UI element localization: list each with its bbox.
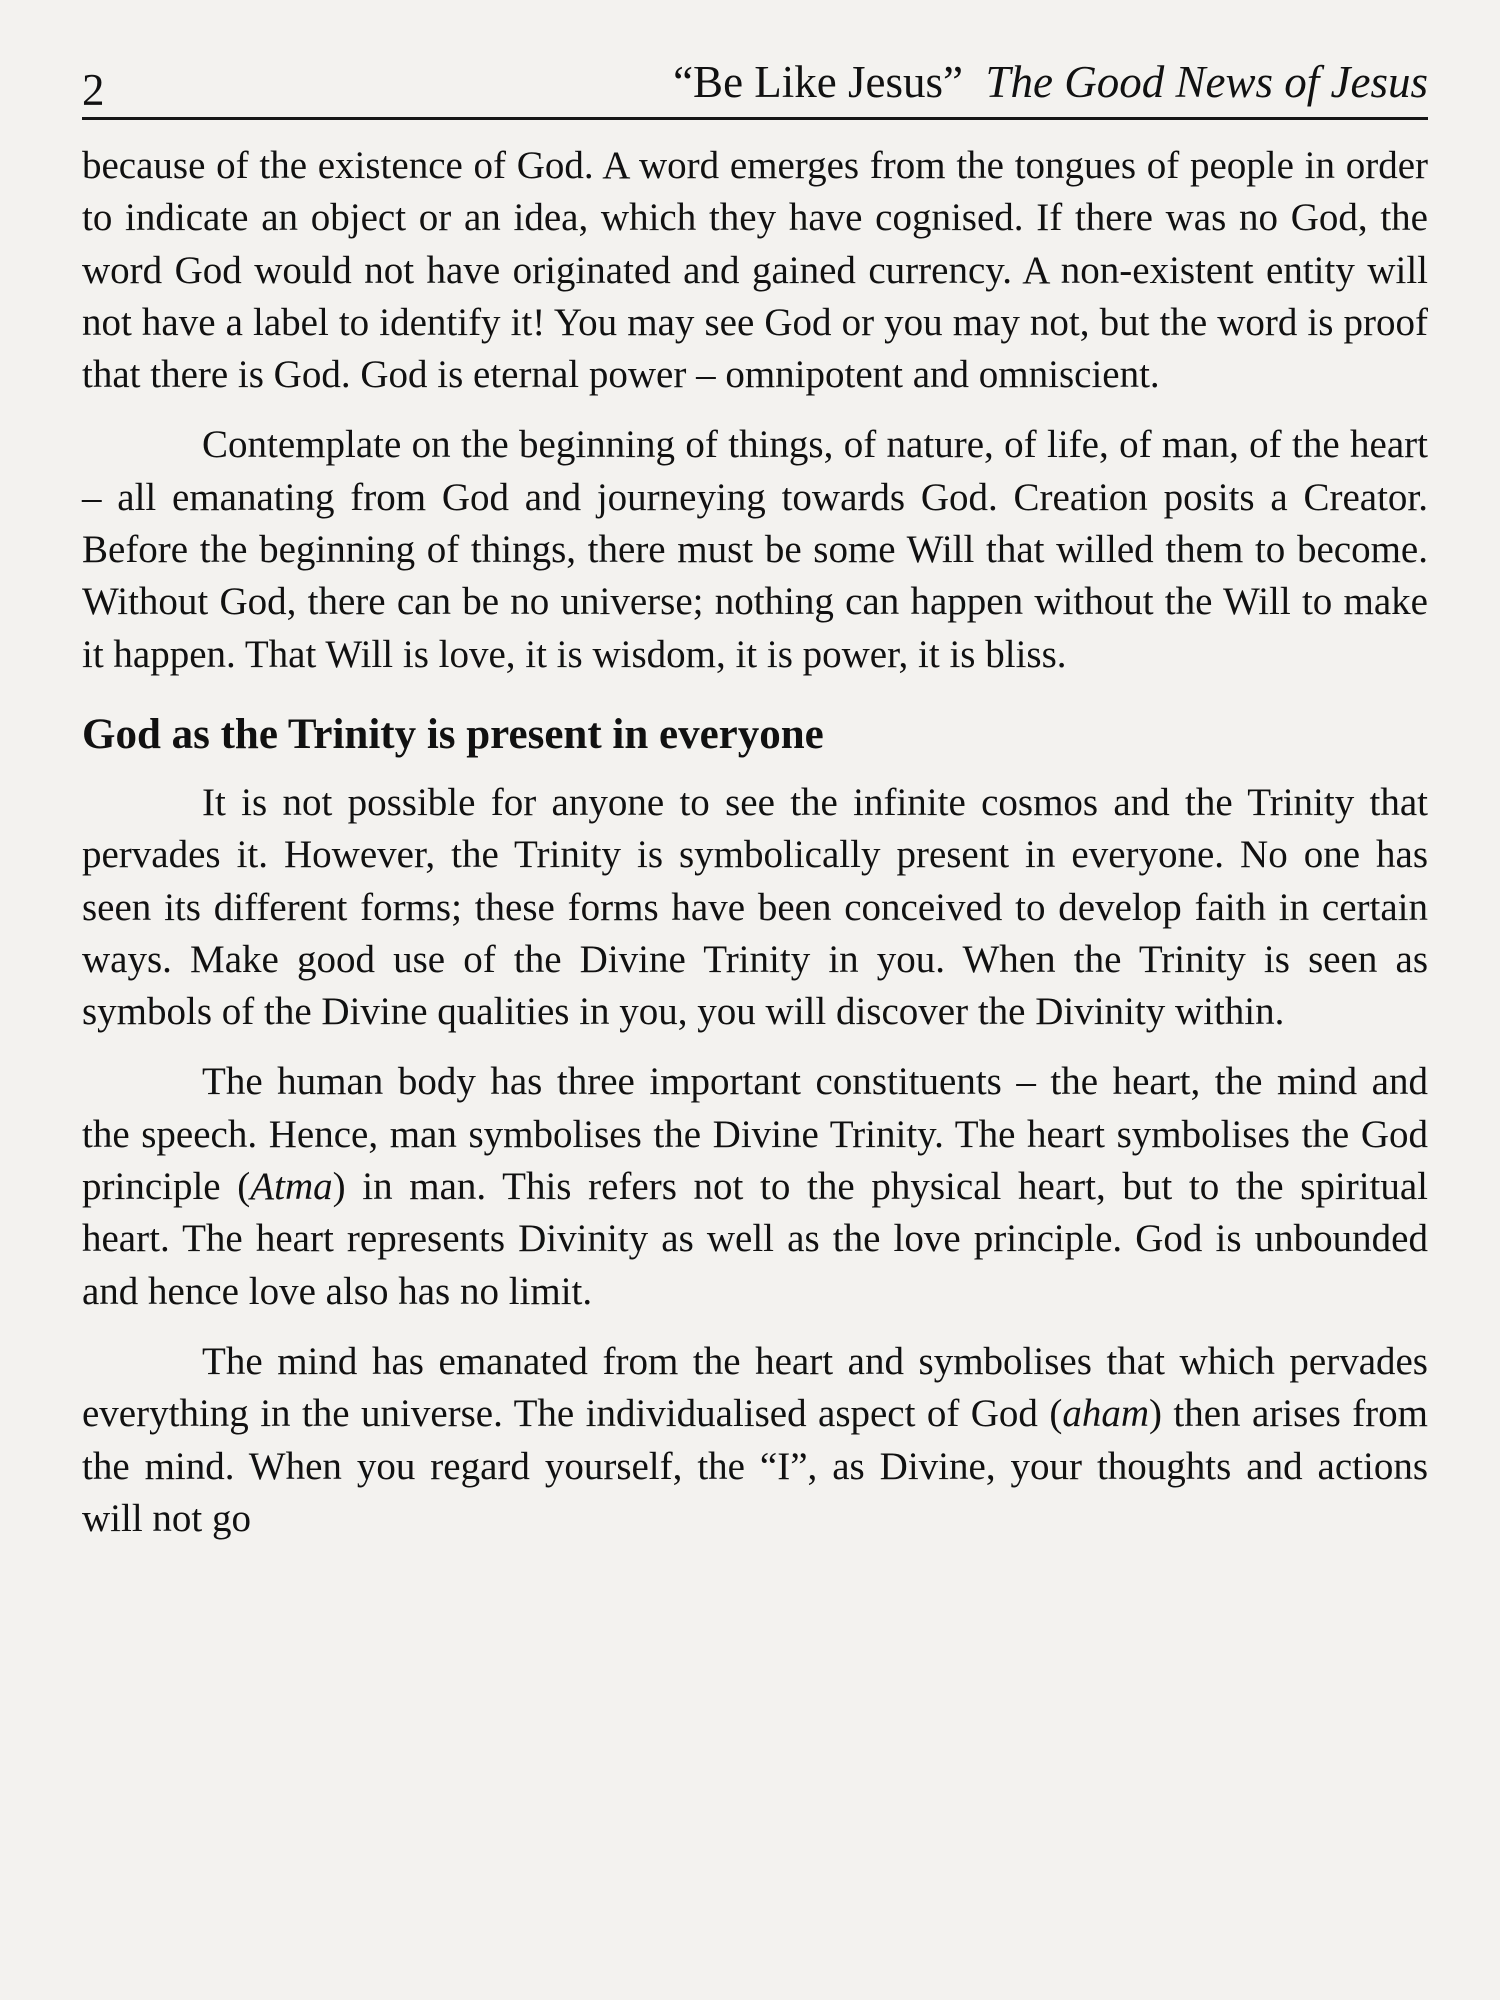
paragraph-contemplate: Contemplate on the beginning of things, of nature, of life, of man, of the heart – all emanating from God and journeying towards God. Creation posits a Creator. Before the beginning of things, there must be some Will that willed them to become. Without God, there can be no universe; nothing can happen without the Will to make it happen. That Will is love, it is wisdom, it is power, it is bliss. bbox=[82, 423, 1428, 676]
paragraph-mind-part1: The mind has emanated from the heart and symbolises that which pervades everything in the universe. The individualised aspect of God ( bbox=[82, 1339, 1428, 1436]
running-head-book-title: The Good News of Jesus bbox=[985, 57, 1428, 107]
paragraph-continued: because of the existence of God. A word emerges from the tongues of people in order to indicate an object or an idea, which they have cognised. If there was no God, the word God would not have originated and gained currency. A non-existent entity will not have a label to identify it! You may see God or you may not, but the word is proof that there is God. God is eternal power – omnipotent and omniscient. bbox=[82, 144, 1428, 397]
paragraph-trinity: It is not possible for anyone to see the infinite cosmos and the Trinity that pervades it. However, the Trinity is symbolically present in everyone. No one has seen its different forms; these forms have been conceived to develop faith in certain ways. Make good use of the Divine Trinity in you. When the Trinity is seen as symbols of the Divine qualities in you, you will discover the Divinity within. bbox=[82, 780, 1428, 1034]
running-head bbox=[673, 52, 1428, 112]
paragraph-mind-part2: ) then arises from the mind. When you regard yourself, the “I”, as Divine, your thoughts and actions will not go bbox=[82, 1392, 1428, 1540]
page-number: 2 bbox=[82, 65, 105, 115]
paragraph-human-body-part1: The human body has three important constituents – the heart, the mind and the speech. Hence, man symbolises the Divine Trinity. The heart symbolises the God principle ( bbox=[82, 1060, 1428, 1209]
running-head-quote: “Be Like Jesus” bbox=[673, 57, 963, 107]
header-rule bbox=[82, 117, 1428, 120]
term-atma: Atma bbox=[250, 1165, 333, 1209]
body-text bbox=[82, 140, 1428, 1545]
paragraph-human-body bbox=[82, 1056, 1428, 1317]
page-header bbox=[82, 52, 1428, 114]
section-heading: God as the Trinity is present in everyone bbox=[82, 710, 824, 758]
paragraph-mind bbox=[82, 1336, 1428, 1545]
paragraph-human-body-part2: ) in man. This refers not to the physical heart, but to the spiritual heart. The heart represents Divinity as well as the love principle. God is unbounded and hence love also has no limit. bbox=[82, 1165, 1429, 1313]
term-aham: aham bbox=[1062, 1392, 1150, 1436]
